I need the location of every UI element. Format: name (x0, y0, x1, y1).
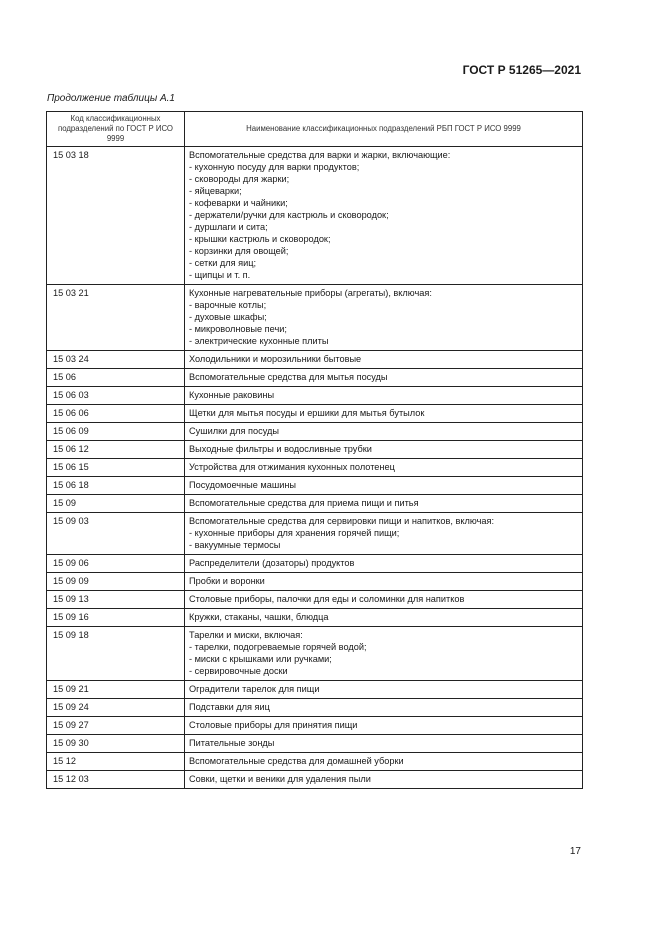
classification-code: 15 06 15 (47, 459, 185, 477)
classification-name: Кухонные нагревательные приборы (агрегаты), включая: (189, 288, 432, 298)
table-row (47, 771, 583, 789)
classification-subitem: - кухонную посуду для варки продуктов; (189, 162, 360, 172)
table-row (47, 423, 583, 441)
table-row (47, 147, 583, 285)
table-row (47, 555, 583, 573)
classification-name-cell (185, 351, 583, 369)
classification-name-cell (185, 699, 583, 717)
classification-code: 15 03 21 (47, 285, 185, 351)
classification-subitem: - сервировочные доски (189, 666, 288, 676)
classification-name-cell (185, 555, 583, 573)
classification-name: Посудомоечные машины (189, 480, 297, 490)
standard-designation: ГОСТ Р 51265—2021 (462, 63, 581, 77)
classification-name: Выходные фильтры и водосливные трубки (189, 444, 372, 454)
classification-name-cell (185, 771, 583, 789)
table-row (47, 513, 583, 555)
table-row (47, 681, 583, 699)
classification-subitem: - дуршлаги и сита; (189, 222, 268, 232)
table-row (47, 351, 583, 369)
classification-name: Устройства для отжимания кухонных полотенец (189, 462, 395, 472)
classification-name-cell (185, 735, 583, 753)
classification-name-cell (185, 477, 583, 495)
classification-name: Совки, щетки и веники для удаления пыли (189, 774, 371, 784)
classification-name: Вспомогательные средства для домашней уборки (189, 756, 404, 766)
table-header-row (47, 112, 583, 147)
classification-subitem: - сковороды для жарки; (189, 174, 290, 184)
table-row (47, 459, 583, 477)
classification-name-cell (185, 405, 583, 423)
table-row (47, 609, 583, 627)
table-row (47, 573, 583, 591)
classification-name: Сушилки для посуды (189, 426, 279, 436)
classification-code: 15 09 24 (47, 699, 185, 717)
classification-name: Оградители тарелок для пищи (189, 684, 320, 694)
classification-subitem: - сетки для яиц; (189, 258, 257, 268)
classification-name-cell (185, 441, 583, 459)
classification-code: 15 09 09 (47, 573, 185, 591)
classification-name: Холодильники и морозильники бытовые (189, 354, 362, 364)
classification-subitem: - духовые шкафы; (189, 312, 267, 322)
table-row (47, 591, 583, 609)
classification-name-cell (185, 717, 583, 735)
classification-name: Щетки для мытья посуды и ершики для мытья бутылок (189, 408, 425, 418)
classification-subitem: - держатели/ручки для кастрюль и сковородок; (189, 210, 389, 220)
classification-subitem: - миски с крышками или ручками; (189, 654, 332, 664)
classification-name: Подставки для яиц (189, 702, 270, 712)
page-number: 17 (569, 846, 581, 857)
classification-name: Вспомогательные средства для сервировки пищи и напитков, включая: (189, 516, 495, 526)
classification-code: 15 09 03 (47, 513, 185, 555)
classification-subitem: - щипцы и т. п. (189, 270, 251, 280)
classification-name: Тарелки и миски, включая: (189, 630, 303, 640)
classification-code: 15 09 16 (47, 609, 185, 627)
classification-subitem: - вакуумные термосы (189, 540, 281, 550)
classification-code: 15 09 27 (47, 717, 185, 735)
classification-name: Столовые приборы, палочки для еды и соломинки для напитков (189, 594, 465, 604)
classification-name-cell (185, 369, 583, 387)
classification-name-cell (185, 147, 583, 285)
classification-table (46, 111, 583, 789)
classification-code: 15 09 (47, 495, 185, 513)
classification-subitem: - тарелки, подогреваемые горячей водой; (189, 642, 367, 652)
classification-name-cell (185, 513, 583, 555)
classification-name-cell (185, 285, 583, 351)
classification-subitem: - микроволновые печи; (189, 324, 287, 334)
classification-subitem: - варочные котлы; (189, 300, 267, 310)
column-header-name: Наименование классификационных подразделений РБП ГОСТ Р ИСО 9999 (185, 112, 583, 147)
classification-code: 15 09 18 (47, 627, 185, 681)
table-row (47, 627, 583, 681)
classification-name-cell (185, 459, 583, 477)
table-row (47, 495, 583, 513)
classification-name: Питательные зонды (189, 738, 275, 748)
table-row (47, 441, 583, 459)
classification-code: 15 06 09 (47, 423, 185, 441)
classification-code: 15 03 24 (47, 351, 185, 369)
classification-name-cell (185, 387, 583, 405)
table-row (47, 753, 583, 771)
classification-name-cell (185, 591, 583, 609)
classification-name: Пробки и воронки (189, 576, 265, 586)
table-row (47, 369, 583, 387)
classification-code: 15 09 30 (47, 735, 185, 753)
classification-subitem: - яйцеварки; (189, 186, 242, 196)
classification-code: 15 06 18 (47, 477, 185, 495)
classification-code: 15 12 (47, 753, 185, 771)
table-row (47, 699, 583, 717)
classification-name-cell (185, 627, 583, 681)
classification-code: 15 09 21 (47, 681, 185, 699)
classification-code: 15 09 13 (47, 591, 185, 609)
column-header-code: Код классификационных подразделений по ГОСТ Р ИСО 9999 (47, 112, 185, 147)
classification-name: Распределители (дозаторы) продуктов (189, 558, 355, 568)
table-row (47, 405, 583, 423)
classification-name-cell (185, 423, 583, 441)
classification-name-cell (185, 609, 583, 627)
classification-code: 15 12 03 (47, 771, 185, 789)
classification-code: 15 09 06 (47, 555, 185, 573)
classification-code: 15 06 (47, 369, 185, 387)
classification-name-cell (185, 573, 583, 591)
classification-code: 15 06 03 (47, 387, 185, 405)
classification-name: Кружки, стаканы, чашки, блюдца (189, 612, 329, 622)
table-row (47, 717, 583, 735)
classification-subitem: - кухонные приборы для хранения горячей пищи; (189, 528, 400, 538)
classification-name: Вспомогательные средства для варки и жарки, включающие: (189, 150, 451, 160)
classification-name: Вспомогательные средства для мытья посуды (189, 372, 388, 382)
classification-subitem: - кофеварки и чайники; (189, 198, 288, 208)
classification-name: Кухонные раковины (189, 390, 275, 400)
classification-subitem: - электрические кухонные плиты (189, 336, 329, 346)
classification-name: Вспомогательные средства для приема пищи и питья (189, 498, 419, 508)
table-row (47, 735, 583, 753)
classification-subitem: - корзинки для овощей; (189, 246, 289, 256)
classification-name-cell (185, 495, 583, 513)
classification-name: Столовые приборы для принятия пищи (189, 720, 358, 730)
classification-code: 15 06 06 (47, 405, 185, 423)
table-continuation-caption: Продолжение таблицы А.1 (47, 93, 175, 104)
classification-subitem: - крышки кастрюль и сковородок; (189, 234, 331, 244)
table-body (47, 147, 583, 789)
table-row (47, 477, 583, 495)
table-row (47, 285, 583, 351)
table-row (47, 387, 583, 405)
classification-name-cell (185, 681, 583, 699)
classification-code: 15 03 18 (47, 147, 185, 285)
classification-code: 15 06 12 (47, 441, 185, 459)
classification-name-cell (185, 753, 583, 771)
